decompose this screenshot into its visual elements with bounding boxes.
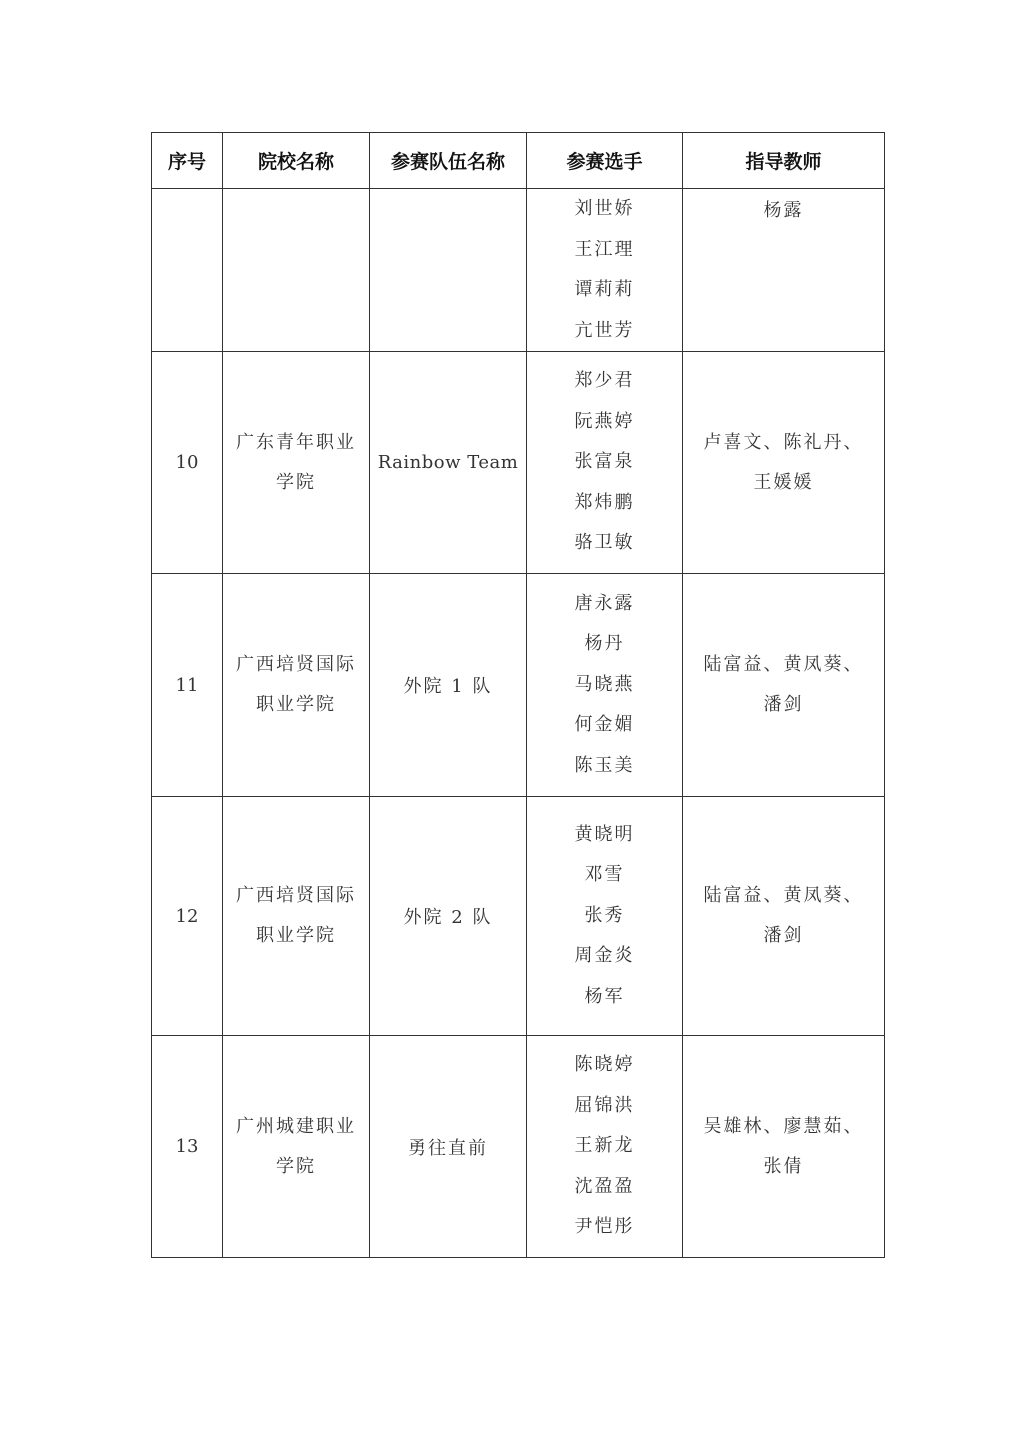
index-cell (152, 189, 223, 352)
player-name: 杨丹 (584, 633, 625, 655)
player-name: 郑炜鹏 (574, 491, 635, 513)
player-name: 周金炎 (574, 945, 635, 967)
player-name: 黄晓明 (574, 823, 635, 845)
index-cell: 12 (152, 797, 223, 1036)
school-line: 学院 (276, 1155, 316, 1177)
player-name: 沈盈盈 (574, 1175, 635, 1197)
table-row (152, 574, 885, 797)
header-row (152, 133, 885, 189)
player-name: 陈玉美 (574, 754, 635, 776)
players-cell (527, 1036, 683, 1258)
table-row (152, 352, 885, 574)
player-name: 亢世芳 (574, 319, 635, 341)
school-line: 广州城建职业 (236, 1115, 356, 1137)
team-cell: 外院 1 队 (370, 574, 527, 797)
player-name: 何金媚 (574, 714, 635, 736)
teacher-line: 杨露 (763, 200, 804, 221)
school-line: 广西培贤国际 (236, 654, 356, 675)
player-name: 王新龙 (574, 1135, 635, 1157)
teacher-line: 潘剑 (763, 925, 804, 946)
school-cell (223, 797, 370, 1036)
school-line: 职业学院 (256, 925, 336, 946)
player-name: 郑少君 (574, 370, 635, 392)
player-name: 王江理 (574, 238, 635, 260)
table-row (152, 1036, 885, 1258)
index-cell: 13 (152, 1036, 223, 1258)
player-name: 杨军 (584, 985, 625, 1007)
teachers-cell (683, 189, 885, 352)
teacher-line: 张倩 (763, 1155, 804, 1177)
header-players: 参赛选手 (527, 133, 683, 189)
player-name: 马晓燕 (574, 673, 635, 695)
team-cell: 勇往直前 (370, 1036, 527, 1258)
teachers-cell (683, 352, 885, 574)
player-name: 唐永露 (574, 592, 635, 614)
school-line: 广西培贤国际 (236, 885, 356, 906)
player-name: 张秀 (584, 904, 625, 926)
teacher-line: 陆富益、黄凤葵、 (703, 885, 864, 906)
teachers-cell (683, 1036, 885, 1258)
team-cell: Rainbow Team (370, 352, 527, 574)
player-name: 尹恺彤 (574, 1216, 635, 1238)
teacher-line: 潘剑 (763, 694, 804, 715)
school-cell (223, 189, 370, 352)
table-row (152, 797, 885, 1036)
teacher-line: 陆富益、黄凤葵、 (703, 654, 864, 675)
team-cell (370, 189, 527, 352)
school-cell (223, 1036, 370, 1258)
players-cell (527, 352, 683, 574)
players-cell (527, 189, 683, 352)
header-teachers: 指导教师 (683, 133, 885, 189)
team-cell: 外院 2 队 (370, 797, 527, 1036)
teachers-cell (683, 574, 885, 797)
teacher-line: 王媛媛 (753, 471, 814, 493)
teacher-line: 卢喜文、陈礼丹、 (703, 431, 864, 453)
player-name: 阮燕婷 (574, 410, 635, 432)
player-name: 陈晓婷 (574, 1054, 635, 1076)
school-cell (223, 352, 370, 574)
school-line: 广东青年职业 (236, 431, 356, 453)
index-cell: 10 (152, 352, 223, 574)
player-name: 刘世娇 (574, 198, 635, 219)
player-name: 骆卫敏 (574, 532, 635, 554)
school-line: 学院 (276, 471, 316, 493)
header-school: 院校名称 (223, 133, 370, 189)
header-team: 参赛队伍名称 (370, 133, 527, 189)
header-index: 序号 (152, 133, 223, 189)
teacher-line: 吴雄林、廖慧茹、 (703, 1115, 864, 1137)
player-name: 张富泉 (574, 451, 635, 473)
table-row (152, 189, 885, 352)
participants-table (151, 132, 885, 1258)
school-line: 职业学院 (256, 694, 336, 715)
player-name: 谭莉莉 (574, 279, 635, 300)
player-name: 邓雪 (584, 864, 625, 886)
player-name: 屈锦洪 (574, 1094, 635, 1116)
index-cell: 11 (152, 574, 223, 797)
teachers-cell (683, 797, 885, 1036)
school-cell (223, 574, 370, 797)
players-cell (527, 797, 683, 1036)
players-cell (527, 574, 683, 797)
